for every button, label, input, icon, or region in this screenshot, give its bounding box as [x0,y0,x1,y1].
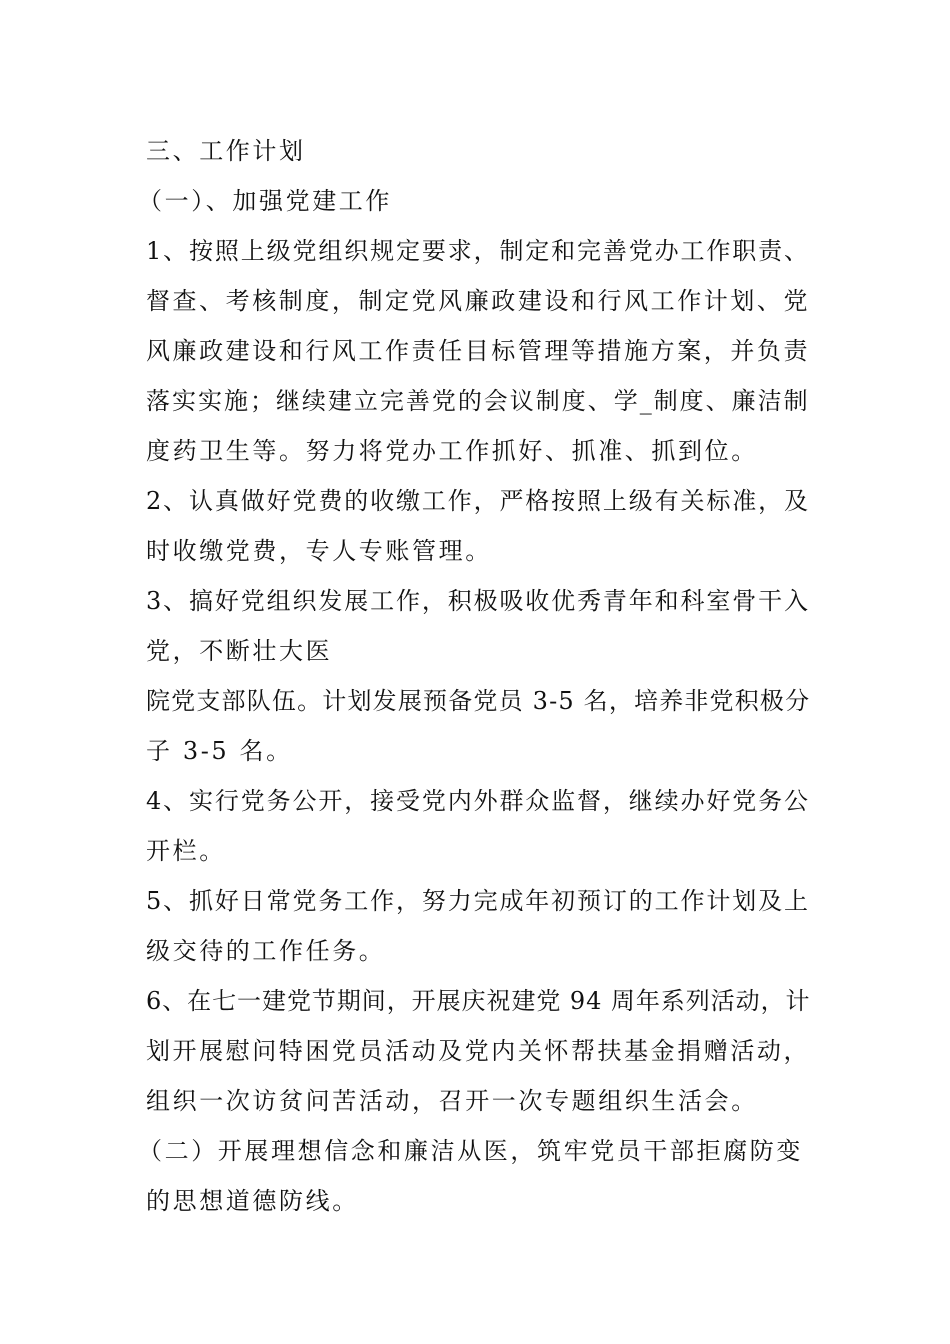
paragraph-line: 5、抓好日常党务工作，努力完成年初预订的工作计划及上 [146,887,810,915]
paragraph-line: 4、实行党务公开，接受党内外群众监督，继续办好党务公 [146,787,810,815]
paragraph-line: 风廉政建设和行风工作责任目标管理等措施方案，并负责 [146,337,810,365]
paragraph-line: 2、认真做好党费的收缴工作，严格按照上级有关标准，及 [146,487,810,515]
paragraph-line: 度药卫生等。努力将党办工作抓好、抓准、抓到位。 [146,437,758,465]
paragraph-line: 时收缴党费，专人专账管理。 [146,537,492,565]
paragraph-line: 划开展慰问特困党员活动及党内关怀帮扶基金捐赠活动， [146,1037,810,1065]
paragraph-line: 督查、考核制度，制定党风廉政建设和行风工作计划、党 [146,287,810,315]
paragraph-line: 的思想道德防线。 [146,1187,359,1215]
paragraph-line: 子 3-5 名。 [146,737,293,765]
paragraph-line: 3、搞好党组织发展工作，积极吸收优秀青年和科室骨干入 [146,587,810,615]
paragraph-line: 级交待的工作任务。 [146,937,386,965]
paragraph-line: 党，不断壮大医 [146,637,333,665]
subsection-heading: （二）开展理想信念和廉洁从医，筑牢党员干部拒腐防变 [138,1137,803,1165]
paragraph-line: 组织一次访贫问苦活动，召开一次专题组织生活会。 [146,1087,758,1115]
subsection-heading: （一）、加强党建工作 [138,187,392,215]
paragraph-line: 开栏。 [146,837,226,865]
paragraph-line: 落实实施；继续建立完善党的会议制度、学_制度、廉洁制 [146,387,810,415]
paragraph-line: 6、在七一建党节期间，开展庆祝建党 94 周年系列活动，计 [146,987,811,1015]
section-heading: 三、工作计划 [146,137,306,165]
paragraph-line: 1、按照上级党组织规定要求，制定和完善党办工作职责、 [146,237,810,265]
paragraph-line: 院党支部队伍。计划发展预备党员 3-5 名，培养非党积极分 [146,687,811,715]
